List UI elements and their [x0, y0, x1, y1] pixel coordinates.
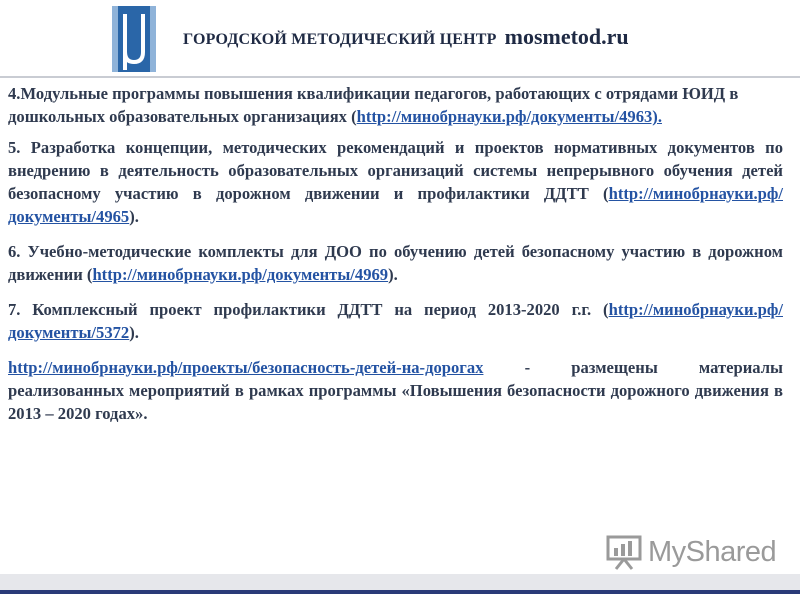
paragraph-8 [8, 356, 783, 425]
org-name: ГОРОДСКОЙ МЕТОДИЧЕСКИЙ ЦЕНТР [183, 31, 497, 48]
footer-line [0, 590, 800, 594]
site-name: mosmetod.ru [504, 24, 629, 49]
paragraph-4-text: 4.Модульные программы повышения квалификации педагогов, работающих с отрядами ЮИД в дошкольных образовательных организациях ( [8, 84, 739, 126]
paragraph-7-text: 7. Комплексный проект профилактики ДДТТ на период 2013-2020 г.г. ( [8, 300, 609, 319]
paragraph-6-text: 6. Учебно-методические комплекты для ДОО по обучению детей безопасному участию в дорожном движении ( [8, 242, 783, 284]
paragraph-6-tail: ). [388, 265, 398, 284]
paragraph-7 [8, 298, 783, 344]
paragraph-6-link[interactable]: http://минобрнауки.рф/документы/4969 [92, 265, 389, 284]
paragraph-4 [8, 82, 783, 128]
paragraph-6 [8, 240, 783, 286]
footer-bar [0, 574, 800, 590]
paragraph-8-text: - размещены материалы реализованных мероприятий в рамках программы «Повышения безопасности дорожного движения в 2013 – 2020 годах». [8, 358, 783, 423]
header-divider [0, 76, 800, 78]
paragraph-8-link[interactable]: http://минобрнауки.рф/проекты/безопасность-детей-на-дорогах [8, 358, 484, 377]
header-title [183, 24, 629, 50]
paragraph-5-tail: ). [129, 207, 139, 226]
paragraph-5-link[interactable]: http://минобрнауки.рф/документы/4965 [8, 184, 783, 226]
paragraph-5-text: 5. Разработка концепции, методических рекомендаций и проектов нормативных документов по внедрению в деятельность образовательных организаций системы непрерывного обучения детей безопасному участию в дорожном движении и профилактики ДДТТ ( [8, 138, 783, 203]
paragraph-5 [8, 136, 783, 228]
presentation-board-icon [606, 534, 642, 570]
watermark-text: MyShared [648, 536, 777, 568]
mosmetod-logo [112, 6, 156, 72]
document-body [8, 82, 783, 437]
mu-logo-icon [112, 6, 156, 72]
myshared-watermark [606, 532, 776, 572]
paragraph-4-link[interactable]: http://минобрнауки.рф/документы/4963). [356, 107, 662, 126]
paragraph-7-tail: ). [129, 323, 139, 342]
paragraph-7-link[interactable]: http://минобрнауки.рф/документы/5372 [8, 300, 783, 342]
page-header [0, 0, 800, 78]
